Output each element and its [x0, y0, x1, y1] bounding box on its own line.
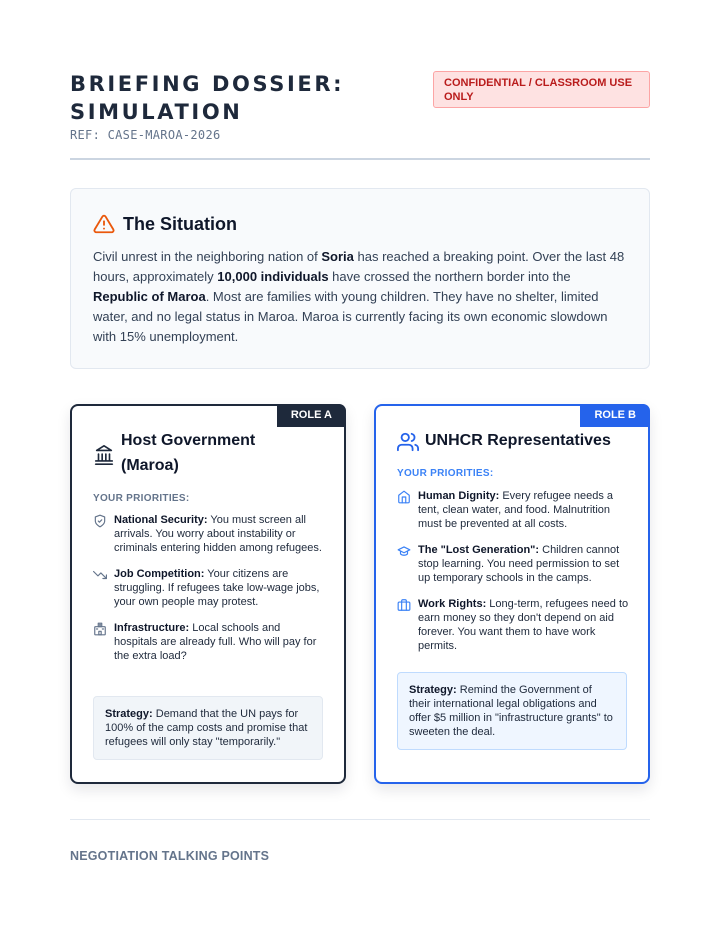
title-line-1: BRIEFING DOSSIER: — [70, 72, 345, 96]
role-b-priority-list — [397, 489, 629, 665]
reference-code: REF: CASE-MAROA-2026 — [70, 128, 221, 142]
list-item-text — [114, 513, 325, 555]
confidential-badge: CONFIDENTIAL / CLASSROOM USE ONLY — [433, 71, 650, 108]
role-a-priorities-label: YOUR PRIORITIES: — [93, 493, 190, 504]
role-b-tag: ROLE B — [580, 404, 650, 427]
list-item-body: Children cannot stop learning. You need permission to set up temporary schools in the camps. — [418, 544, 620, 584]
role-b-card — [374, 404, 650, 784]
list-item-label: National Security: — [114, 514, 208, 526]
role-b-heading — [397, 428, 611, 453]
list-item — [93, 513, 325, 555]
role-a-strategy — [93, 696, 323, 760]
role-a-card — [70, 404, 346, 784]
strategy-text: Remind the Government of their international legal obligations and offer $5 million in "infrastructure grants" to sweeten the deal. — [409, 684, 613, 738]
list-item-body: Long-term, refugees need to earn money so they don't depend on aid forever. You want them to have work permits. — [418, 598, 629, 652]
footer-divider — [70, 819, 650, 820]
list-item-text — [114, 621, 325, 663]
trending-down-icon — [93, 568, 107, 582]
list-item-body: You must screen all arrivals. You worry about instability or criminals entering hidden among refugees. — [114, 514, 322, 554]
role-a-heading — [93, 428, 281, 478]
shield-icon — [93, 514, 107, 528]
list-item-label: Job Competition: — [114, 568, 205, 580]
list-item-text — [418, 489, 629, 531]
situation-bold-count: 10,000 individuals — [217, 269, 329, 284]
role-b-title: UNHCR Representatives — [425, 432, 611, 449]
briefcase-icon — [397, 598, 411, 612]
list-item-text — [418, 597, 629, 653]
dossier-header — [70, 70, 650, 150]
list-item-text — [114, 567, 325, 609]
situation-description — [93, 247, 627, 347]
list-item — [397, 597, 629, 653]
list-item-label: Infrastructure: — [114, 622, 190, 634]
strategy-label: Strategy: — [409, 684, 457, 696]
role-a-tag: ROLE A — [277, 404, 346, 427]
page-title — [70, 70, 370, 126]
role-a-priority-list — [93, 513, 325, 675]
list-item — [397, 543, 629, 585]
situation-text-2: has reached a breaking point. Over the last 48 hours, approximately — [93, 249, 625, 284]
list-item-text — [418, 543, 629, 585]
home-icon — [397, 490, 411, 504]
situation-bold-soria: Soria — [321, 249, 354, 264]
situation-panel — [70, 188, 650, 369]
list-item-body: Local schools and hospitals are already full. Who will pay for the extra load? — [114, 622, 317, 662]
title-line-2: SIMULATION — [70, 100, 243, 124]
role-b-priorities-label: YOUR PRIORITIES: — [397, 468, 494, 479]
list-item-label: Work Rights: — [418, 598, 487, 610]
strategy-label: Strategy: — [105, 708, 153, 720]
users-icon — [397, 431, 419, 453]
list-item — [397, 489, 629, 531]
situation-text-3: have crossed the northern border into the — [328, 269, 571, 284]
negotiation-section-title: NEGOTIATION TALKING POINTS — [70, 849, 270, 863]
situation-text-4: . Most are families with young children. They have no shelter, limited water, and no legal status in Maroa. Maroa is currently facing its own economic slowdown with 15% unemployment. — [93, 289, 608, 344]
situation-text-1: Civil unrest in the neighboring nation of — [93, 249, 322, 264]
hospital-icon — [93, 622, 107, 636]
strategy-text: Demand that the UN pays for 100% of the camp costs and promise that refugees will only stay "temporarily." — [105, 708, 308, 748]
list-item-body: Your citizens are struggling. If refugees take low-wage jobs, your own people may protest. — [114, 568, 320, 608]
warning-icon — [93, 213, 115, 235]
government-building-icon — [93, 444, 115, 466]
header-divider — [70, 158, 650, 160]
list-item-label: Human Dignity: — [418, 490, 500, 502]
role-b-strategy — [397, 672, 627, 750]
list-item — [93, 621, 325, 663]
situation-title: The Situation — [123, 213, 237, 234]
graduation-cap-icon — [397, 544, 411, 558]
situation-bold-maroa: Republic of Maroa — [93, 289, 206, 304]
list-item — [93, 567, 325, 609]
role-a-title: Host Government (Maroa) — [121, 432, 256, 474]
list-item-body: Every refugee needs a tent, clean water, and food. Malnutrition must be prevented at all costs. — [418, 490, 614, 530]
list-item-label: The "Lost Generation": — [418, 544, 540, 556]
situation-heading — [93, 211, 627, 237]
